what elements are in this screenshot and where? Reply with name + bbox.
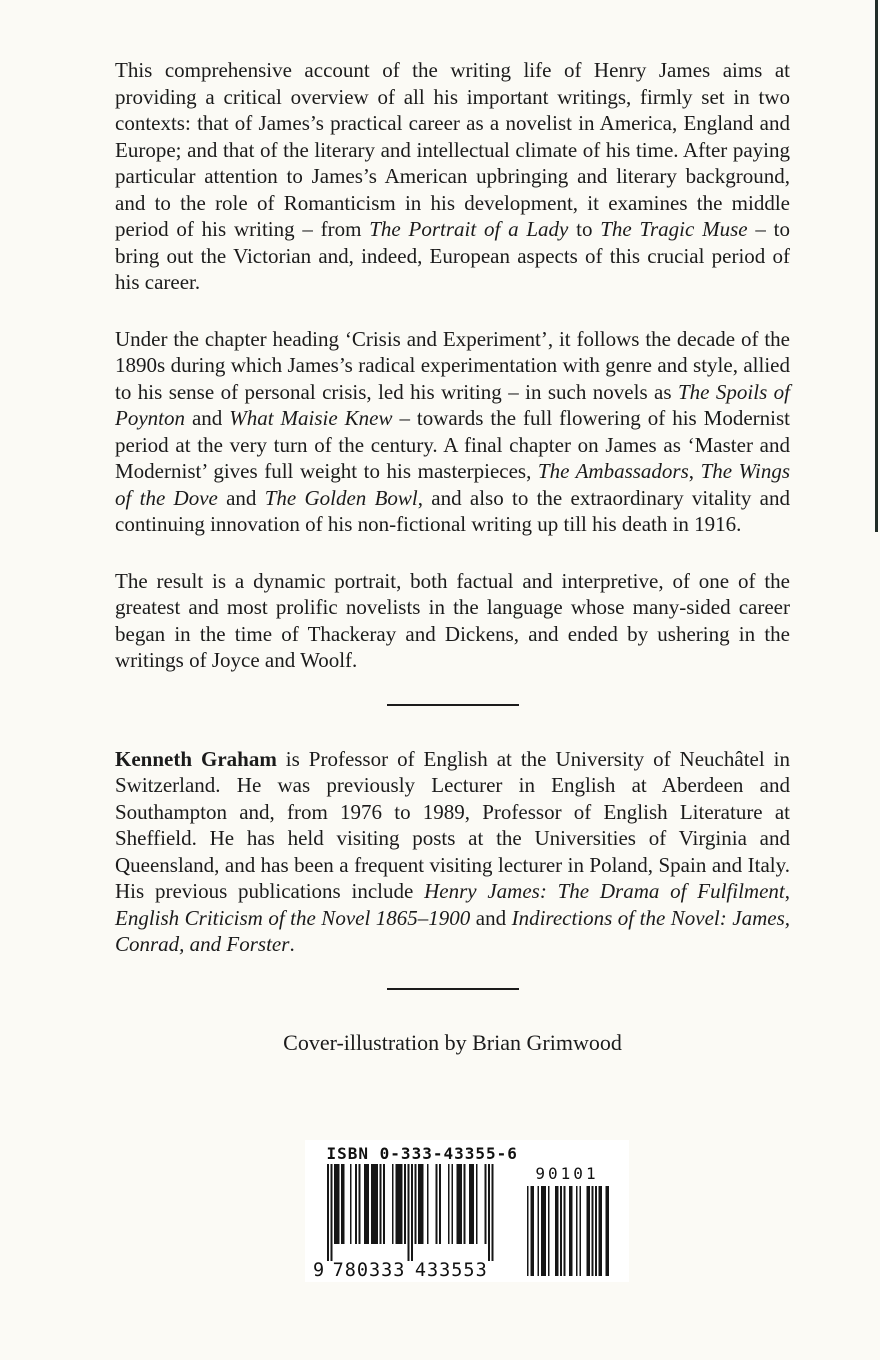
author-bio-paragraph: Kenneth Graham is Professor of English at the University of Neuchâtel in Switzerland. He was previously Lecturer in English at Aberdeen and Southampton and, from 1976 to 1989, Professor of English Literature at Sheffield. He has held visiting posts at the Universities of Virginia and Queensland, and has been a frequent visiting lecturer in Poland, Spain and Italy. His previous publications include Henry James: The Drama of Fulfilment, English Criticism of the Novel 1865–1900 and Indirections of the Novel: James, Conrad, and Forster. (115, 746, 790, 956)
blurb-paragraph-3: The result is a dynamic portrait, both factual and interpretive, of one of the greatest and most prolific novelists in the language whose many-sided career began in the time of Thackeray and Dickens, and ended by ushering in the writings of Joyce and Woolf. (115, 568, 790, 672)
blurb-paragraph-1: This comprehensive account of the writing life of Henry James aims at providing a critical overview of all his important writings, firmly set in two contexts: that of James’s practical career as a novelist in America, England and Europe; and that of the literary and intellectual climate of his time. After paying particular attention to James’s American upbringing and literary background, and to the role of Romanticism in his development, it examines the middle period of his writing – from The Portrait of a Lady to The Tragic Muse – to bring out the Victorian and, indeed, European aspects of this crucial period of his career. (115, 58, 790, 294)
svg-text:90101: 90101 (534, 1163, 599, 1183)
cover-illustration-credit: Cover-illustration by Brian Grimwood (283, 1029, 622, 1055)
blurb-paragraph-2: Under the chapter heading ‘Crisis and Experiment’, it follows the decade of the 1890s during which James’s radical experimentation with genre and style, allied to his sense of personal crisis, led his writing – in such novels as The Spoils of Poynton and What Maisie Knew – towards the full flowering of his Modernist period at the very turn of the century. A final chapter on James as ‘Master and Modernist’ gives full weight to his masterpieces, The Ambassadors, The Wings of the Dove and The Golden Bowl, and also to the extraordinary vitality and continuing innovation of his non-fictional writing up till his death in 1916. (115, 326, 791, 536)
scan-edge-artifact (875, 0, 878, 532)
divider-rule (387, 988, 519, 990)
barcode-row (311, 1164, 623, 1280)
isbn-label: ISBN 0-333-43355-6 (326, 1143, 518, 1163)
barcode-block (305, 1140, 629, 1282)
svg-text:433553: 433553 (414, 1259, 488, 1280)
divider-rule (387, 704, 519, 706)
ean5-addon-barcode (523, 1164, 615, 1280)
svg-text:780333: 780333 (332, 1259, 405, 1280)
svg-text:9: 9 (312, 1259, 325, 1280)
ean13-barcode (311, 1164, 511, 1280)
